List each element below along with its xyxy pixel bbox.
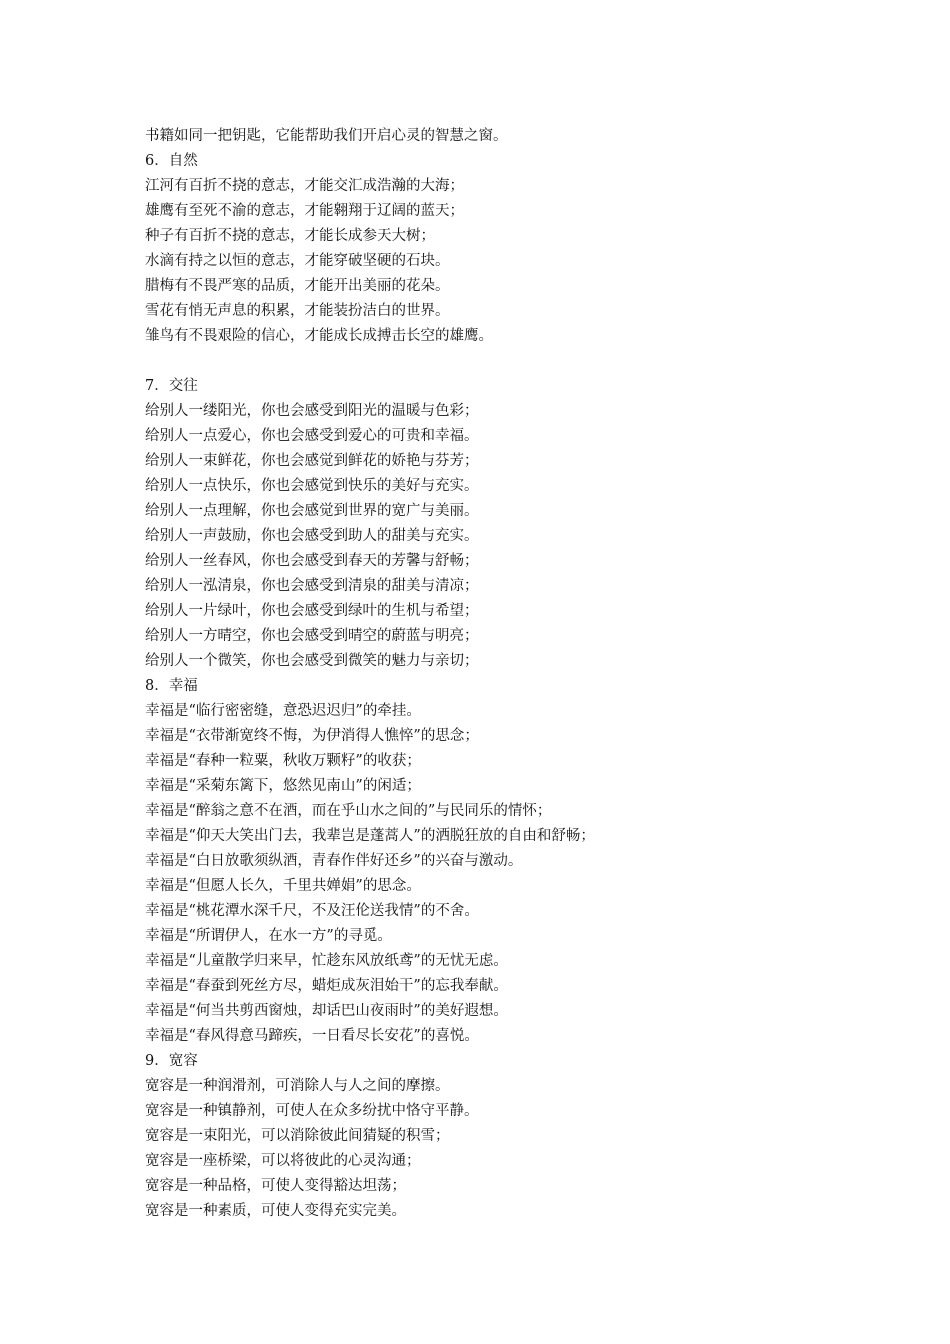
document-page (145, 124, 925, 1224)
text-line: 幸福是“春风得意马蹄疾，一日看尽长安花”的喜悦。 (145, 1028, 479, 1044)
text-line: 给别人一点快乐，你也会感觉到快乐的美好与充实。 (145, 478, 479, 494)
text-line: 幸福是“衣带渐宽终不悔，为伊消得人憔悴”的思念； (145, 728, 479, 744)
text-line: 给别人一方晴空，你也会感受到晴空的蔚蓝与明亮； (145, 628, 479, 644)
text-line: 宽容是一种镇静剂，可使人在众多纷扰中恪守平静。 (145, 1103, 479, 1119)
text-line: 种子有百折不挠的意志，才能长成参天大树； (145, 228, 435, 244)
text-line: 给别人一点理解，你也会感觉到世界的宽广与美丽。 (145, 503, 479, 519)
text-line: 幸福是“白日放歌须纵酒，青春作伴好还乡”的兴奋与激动。 (145, 853, 523, 869)
section-heading-interaction: 7．交往 (145, 378, 198, 394)
text-line: 宽容是一种润滑剂，可消除人与人之间的摩擦。 (145, 1078, 450, 1094)
text-line: 腊梅有不畏严寒的品质，才能开出美丽的花朵。 (145, 278, 450, 294)
text-line: 给别人一泓清泉，你也会感受到清泉的甜美与清凉； (145, 578, 479, 594)
text-line: 幸福是“但愿人长久，千里共婵娟”的思念。 (145, 878, 421, 894)
intro-line: 书籍如同一把钥匙，它能帮助我们开启心灵的智慧之窗。 (145, 128, 508, 144)
text-line: 幸福是“桃花潭水深千尺，不及汪伦送我情”的不舍。 (145, 903, 479, 919)
text-line: 幸福是“仰天大笑出门去，我辈岂是蓬蒿人”的洒脱狂放的自由和舒畅； (145, 828, 595, 844)
text-line: 幸福是“临行密密缝，意恐迟迟归”的牵挂。 (145, 703, 421, 719)
text-line: 给别人一丝春风，你也会感受到春天的芳馨与舒畅； (145, 553, 479, 569)
text-line: 幸福是“何当共剪西窗烛，却话巴山夜雨时”的美好遐想。 (145, 1003, 508, 1019)
section-heading-happiness: 8．幸福 (145, 678, 198, 694)
text-line: 给别人一声鼓励，你也会感受到助人的甜美与充实。 (145, 528, 479, 544)
text-line: 幸福是“醉翁之意不在酒，而在乎山水之间的”与民同乐的情怀； (145, 803, 552, 819)
text-line: 水滴有持之以恒的意志，才能穿破坚硬的石块。 (145, 253, 450, 269)
text-line: 宽容是一种品格，可使人变得豁达坦荡； (145, 1178, 406, 1194)
text-line: 江河有百折不挠的意志，才能交汇成浩瀚的大海； (145, 178, 464, 194)
section-heading-nature: 6．自然 (145, 153, 198, 169)
text-line: 幸福是“采菊东篱下，悠然见南山”的闲适； (145, 778, 421, 794)
text-line: 给别人一缕阳光，你也会感受到阳光的温暖与色彩； (145, 403, 479, 419)
text-line: 宽容是一束阳光，可以消除彼此间猜疑的积雪； (145, 1128, 450, 1144)
text-line: 宽容是一座桥梁，可以将彼此的心灵沟通； (145, 1153, 421, 1169)
text-line: 雪花有悄无声息的积累，才能装扮洁白的世界。 (145, 303, 450, 319)
text-line: 雏鸟有不畏艰险的信心，才能成长成搏击长空的雄鹰。 (145, 328, 493, 344)
text-line: 给别人一束鲜花，你也会感觉到鲜花的娇艳与芬芳； (145, 453, 479, 469)
text-line: 给别人一点爱心，你也会感受到爱心的可贵和幸福。 (145, 428, 479, 444)
text-line: 宽容是一种素质，可使人变得充实完美。 (145, 1203, 406, 1219)
text-line: 幸福是“儿童散学归来早，忙趁东风放纸鸢”的无忧无虑。 (145, 953, 508, 969)
text-line: 给别人一个微笑，你也会感受到微笑的魅力与亲切； (145, 653, 479, 669)
blank-line (145, 349, 925, 374)
text-line: 幸福是“所谓伊人，在水一方”的寻觅。 (145, 928, 392, 944)
text-line: 幸福是“春蚕到死丝方尽，蜡炬成灰泪始干”的忘我奉献。 (145, 978, 508, 994)
text-line: 给别人一片绿叶，你也会感受到绿叶的生机与希望； (145, 603, 479, 619)
text-line: 雄鹰有至死不渝的意志，才能翱翔于辽阔的蓝天； (145, 203, 464, 219)
text-line: 幸福是“春种一粒粟，秋收万颗籽”的收获； (145, 753, 421, 769)
section-heading-tolerance: 9．宽容 (145, 1053, 198, 1069)
